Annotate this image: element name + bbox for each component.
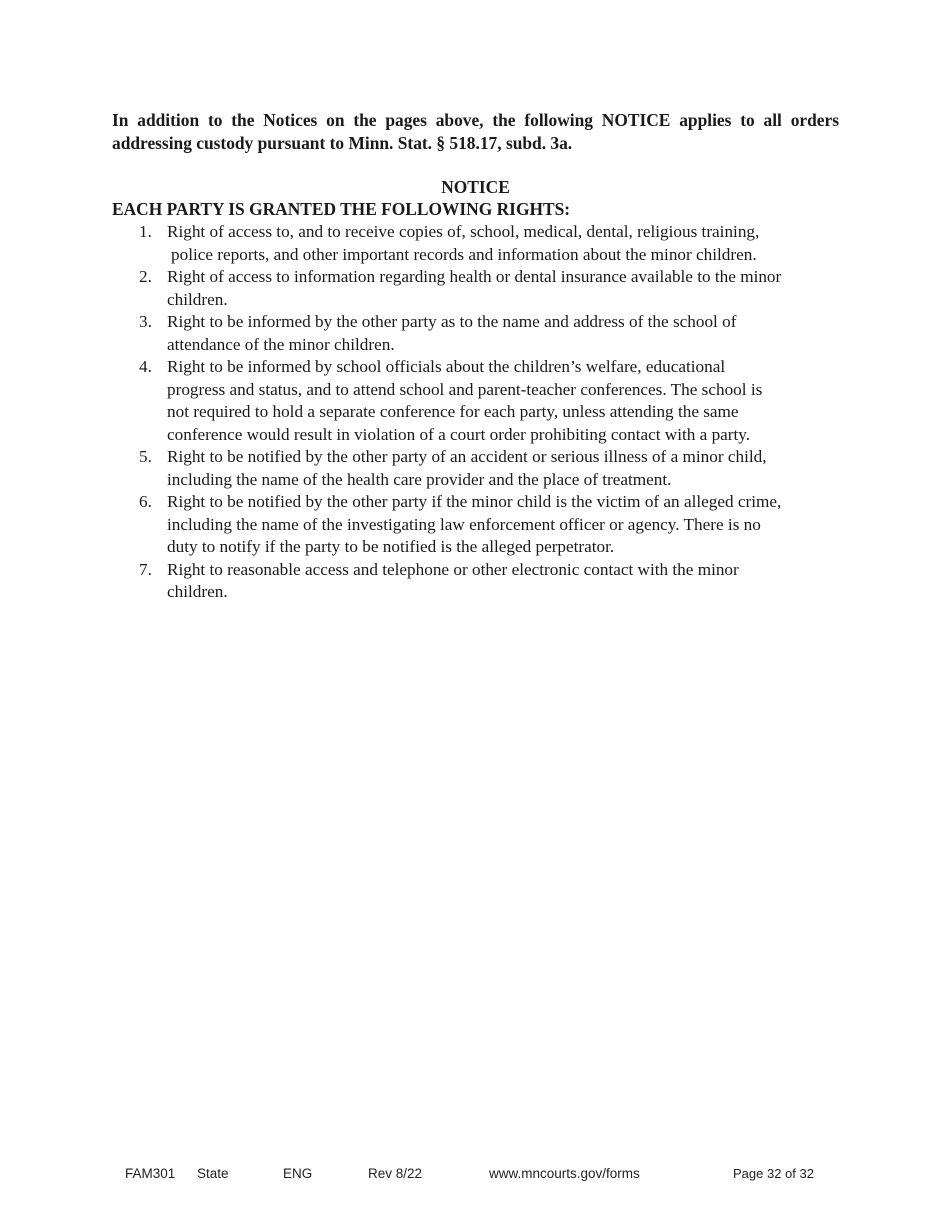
- right-text-line: Right to be notified by the other party if the minor child is the victim of an alleged crime,: [167, 492, 782, 511]
- right-item-6: [0, 491, 847, 559]
- right-text-line: Right to be informed by school officials about the children’s welfare, educational: [167, 357, 726, 376]
- right-number: 5.: [139, 447, 152, 466]
- right-text-line: duty to notify if the party to be notified is the alleged perpetrator.: [167, 537, 615, 556]
- right-item-4: [0, 356, 847, 446]
- footer-page-number: Page 32 of 32: [733, 1166, 814, 1181]
- right-text-line: progress and status, and to attend school and parent-teacher conferences. The school is: [167, 379, 763, 399]
- right-item-2: [0, 266, 847, 311]
- right-text-line: conference would result in violation of a court order prohibiting contact with a party.: [167, 424, 751, 444]
- right-number: 3.: [139, 312, 152, 331]
- right-text-line: Right to be informed by the other party as to the name and address of the school of: [167, 312, 737, 331]
- right-text-line: not required to hold a separate conference for each party, unless attending the same: [167, 402, 739, 421]
- footer-revision: Rev 8/22: [368, 1166, 423, 1181]
- right-number: 4.: [139, 357, 152, 376]
- intro-paragraph: In addition to the Notices on the pages above, the following NOTICE applies to all orders addressing custody pursuant to Minn. Stat. § 518.17, subd. 3a.: [112, 110, 839, 153]
- footer-jurisdiction: State: [197, 1166, 229, 1181]
- right-text-line: including the name of the investigating law enforcement officer or agency. There is no: [167, 514, 761, 534]
- right-item-3: [0, 311, 847, 356]
- right-text-line: police reports, and other important records and information about the minor children.: [171, 244, 757, 264]
- right-text-line: including the name of the health care provider and the place of treatment.: [167, 469, 672, 489]
- right-text-line: Right of access to, and to receive copies of, school, medical, dental, religious training,: [167, 222, 760, 241]
- notice-title: NOTICE: [441, 177, 510, 197]
- footer-url: www.mncourts.gov/forms: [489, 1166, 640, 1181]
- right-text-line: Right of access to information regarding health or dental insurance available to the minor: [167, 267, 782, 286]
- rights-list: [0, 221, 950, 604]
- right-text-line: Right to be notified by the other party of an accident or serious illness of a minor child,: [167, 447, 767, 466]
- page-footer: [0, 1166, 950, 1186]
- right-text-line: attendance of the minor children.: [167, 334, 395, 354]
- right-text-line: Right to reasonable access and telephone or other electronic contact with the minor: [167, 559, 739, 579]
- footer-form-id: FAM301: [125, 1166, 176, 1181]
- right-number: 2.: [139, 267, 152, 286]
- right-item-1: [0, 221, 847, 266]
- right-number: 7.: [139, 559, 152, 579]
- right-text-line: children.: [167, 289, 228, 309]
- right-item-5: [0, 446, 847, 491]
- right-number: 6.: [139, 492, 152, 511]
- footer-language: ENG: [283, 1166, 313, 1181]
- rights-heading: EACH PARTY IS GRANTED THE FOLLOWING RIGHTS:: [112, 199, 571, 219]
- right-text-line: children.: [167, 582, 228, 601]
- right-item-7: [0, 559, 847, 604]
- right-number: 1.: [139, 222, 152, 241]
